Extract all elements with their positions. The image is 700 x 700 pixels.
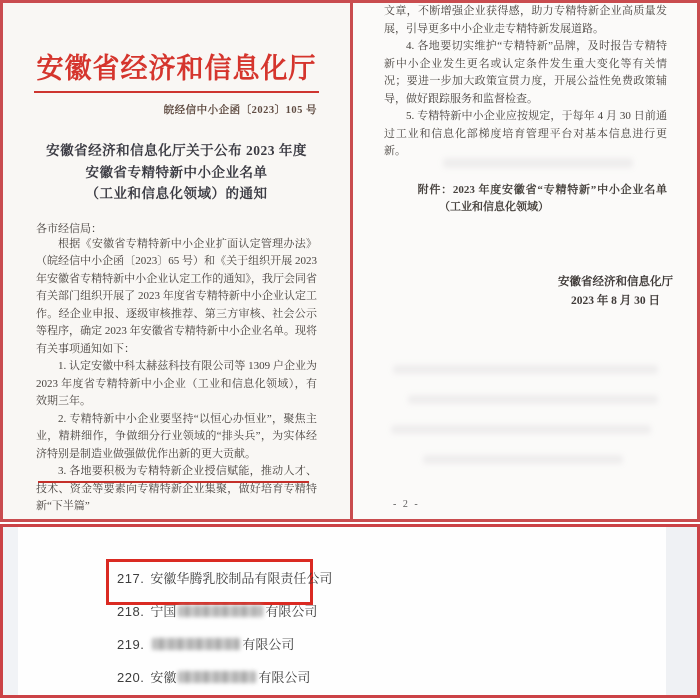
company-list-panel [0, 524, 700, 698]
notice-title-line-2: 安徽省专精特新中小企业名单 [85, 164, 268, 180]
body-paragraph: 文章，不断增强企业获得感，助力专精特新企业高质量发展，引导更多中小企业走专精特新发展道路。 [384, 5, 667, 35]
document-page-1 [3, 3, 350, 519]
company-name-prefix: 安徽 [150, 670, 177, 685]
addressee-line: 各市经信局： [36, 222, 102, 235]
body-paragraph: 4. 各地要切实维护“专精特新”品牌，及时报告专精特新中小企业发生更名或认定条件发生重大变化等有关情况；要进一步加大政策宣贯力度，开展公益性免费政策辅导，做好跟踪服务和监督检查。 [384, 40, 667, 105]
redacted-text [178, 671, 256, 683]
agency-header-title: 安徽省经济和信息化厅 [36, 52, 317, 84]
body-paragraph: 3. 各地要积极为专精特新企业授信赋能，推动人才、技术、资金等要素向专精特新企业集聚，做好培育专精特新“下半篇” [36, 465, 317, 512]
list-item-220 [117, 671, 332, 685]
notice-title-line-3: （工业和信息化领域）的通知 [85, 186, 268, 201]
header-divider-line [34, 91, 319, 93]
company-name-suffix: 有限公司 [242, 637, 295, 652]
redacted-text [178, 605, 263, 617]
body-paragraph: 5. 专精特新中小企业应按规定，于每年 4 月 30 日前通过工业和信息化部梯度培育管理平台对基本信息进行更新。 [384, 110, 667, 157]
company-list [117, 572, 332, 700]
ink-bleed-artifact [408, 395, 658, 404]
list-item-number: 220. [117, 670, 145, 685]
body-paragraph: 1. 认定安徽中科太赫兹科技有限公司等 1309 户企业为 2023 年度省专精特新中小企业（工业和信息化领域），有效期三年。 [36, 360, 317, 407]
company-name-suffix: 有限公司 [265, 604, 318, 619]
ink-bleed-artifact [423, 455, 623, 464]
list-item-218 [117, 605, 332, 619]
scan-margin-strip-left [3, 527, 18, 695]
scan-margin-strip-right [666, 527, 697, 695]
list-item-number: 218. [117, 604, 145, 619]
notice-title-line-1: 安徽省经济和信息化厅关于公布 2023 年度 [46, 143, 307, 158]
body-paragraph: 2. 专精特新中小企业要坚持“以恒心办恒业”，聚焦主业，精耕细作，争做细分行业领域的“排头兵”，为实体经济特别是制造业做强做优作出新的更大贡献。 [36, 412, 317, 460]
ink-bleed-artifact [393, 365, 658, 374]
signature-organization: 安徽省经济和信息化厅 [558, 275, 673, 288]
list-item-219 [117, 638, 332, 652]
company-name-suffix: 有限公司 [258, 670, 311, 685]
company-name: 安徽华腾乳胶制品有限责任公司 [150, 571, 333, 586]
document-number: 皖经信中小企函〔2023〕105 号 [163, 105, 317, 116]
list-item-217 [117, 572, 332, 586]
notice-title [3, 140, 350, 205]
document-page-2 [353, 3, 697, 519]
signature-block [558, 273, 673, 311]
redacted-text [152, 638, 240, 650]
attachment-line: 附件：2023 年度安徽省“专精特新”中小企业名单（工业和信息化领域） [417, 183, 667, 213]
company-name-prefix: 宁国 [150, 604, 177, 619]
page-number: - 2 - [393, 499, 420, 510]
list-item-number: 219. [117, 637, 145, 652]
signature-date: 2023 年 8 月 30 日 [570, 294, 661, 307]
page-footer-rule [38, 481, 309, 483]
list-item-number: 217. [117, 571, 145, 586]
ink-bleed-artifact [391, 425, 651, 434]
body-paragraph: 根据《安徽省专精特新中小企业扩面认定管理办法》（皖经信中小企函〔2023〕65 号）和《关于组织开展 2023 年安徽省专精特新中小企业认定工作的通知》，我厅会同省有关部门组织开展了 2023 年度省专精特新中小企业认定工作。经企业申报、逐级审核推荐、第三方审核、社会公示等程序，确定 2023 年安徽省专精特新中小企业名单。现将有关事项通知如下： [36, 237, 317, 355]
